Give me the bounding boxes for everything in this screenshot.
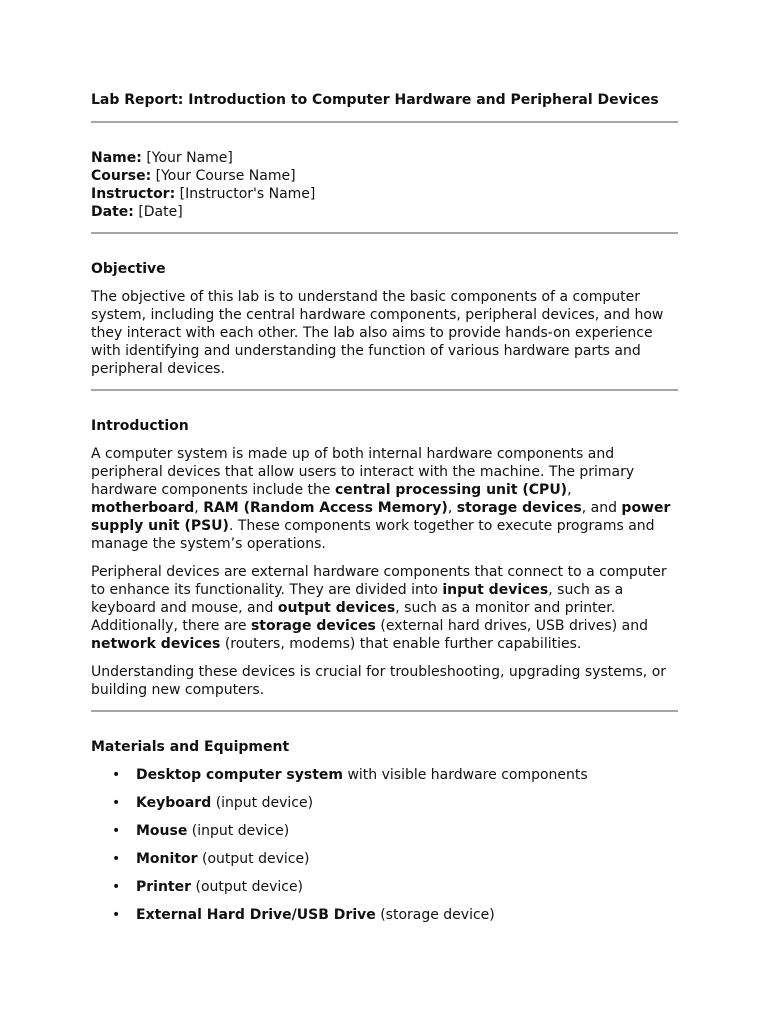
bullet-icon: • xyxy=(112,879,121,895)
item-detail: (input device) xyxy=(211,795,314,811)
item-name: Mouse xyxy=(136,823,188,839)
list-item xyxy=(91,906,678,924)
text-run: Peripheral devices are external hardware components that connect to a computer to enhance its functionality. They are divided into xyxy=(91,564,667,598)
text-run: , such as a keyboard and mouse, and xyxy=(91,582,624,616)
list-item xyxy=(91,850,678,868)
bold-term: power supply unit (PSU) xyxy=(91,500,671,534)
item-name: Keyboard xyxy=(136,795,212,811)
item-detail: (storage device) xyxy=(375,907,495,923)
introduction-paragraph-3: Understanding these devices is crucial for troubleshooting, upgrading systems, or building new computers. xyxy=(91,664,667,698)
list-item xyxy=(91,822,678,840)
divider xyxy=(91,389,678,391)
divider xyxy=(91,232,678,234)
item-detail: with visible hardware components xyxy=(343,767,588,783)
bullet-icon: • xyxy=(112,767,121,783)
introduction-paragraph-1 xyxy=(91,445,678,553)
item-name: Desktop computer system xyxy=(136,767,343,783)
meta-label: Instructor: xyxy=(91,186,176,202)
meta-value: [Your Course Name] xyxy=(155,168,296,184)
objective-heading: Objective xyxy=(91,261,166,277)
text-run: , such as a monitor and printer. Additionally, there are xyxy=(91,600,616,634)
introduction-heading: Introduction xyxy=(91,418,189,434)
bold-term: storage devices xyxy=(456,500,582,516)
bullet-icon: • xyxy=(112,823,121,839)
bullet-icon: • xyxy=(112,795,121,811)
report-meta xyxy=(91,149,678,221)
bold-term: RAM (Random Access Memory) xyxy=(203,500,448,516)
item-name: External Hard Drive/USB Drive xyxy=(136,907,376,923)
bold-term: storage devices xyxy=(250,618,376,634)
text-run: , xyxy=(194,500,204,516)
item-name: Printer xyxy=(136,879,192,895)
bold-term: input devices xyxy=(442,582,549,598)
meta-course xyxy=(91,167,678,185)
bullet-icon: • xyxy=(112,851,121,867)
divider xyxy=(91,121,678,123)
divider xyxy=(91,710,678,712)
document-title: Lab Report: Introduction to Computer Hardware and Peripheral Devices xyxy=(91,92,659,108)
introduction-paragraph-2 xyxy=(91,563,678,653)
text-run: , xyxy=(567,482,572,498)
text-run: (routers, modems) that enable further capabilities. xyxy=(220,636,582,652)
text-run: , xyxy=(447,500,457,516)
meta-value: [Date] xyxy=(138,204,183,220)
meta-label: Course: xyxy=(91,168,152,184)
list-item xyxy=(91,794,678,812)
bullet-icon: • xyxy=(112,907,121,923)
text-run: (external hard drives, USB drives) and xyxy=(375,618,648,634)
document-content xyxy=(91,91,678,934)
meta-name xyxy=(91,149,678,167)
list-item xyxy=(91,878,678,896)
bold-term: output devices xyxy=(277,600,396,616)
item-detail: (input device) xyxy=(187,823,290,839)
text-run: A computer system is made up of both internal hardware components and peripheral devices that allow users to interact with the machine. The primary hardware components include the xyxy=(91,446,635,498)
item-name: Monitor xyxy=(136,851,198,867)
meta-date xyxy=(91,203,678,221)
meta-instructor xyxy=(91,185,678,203)
item-detail: (output device) xyxy=(197,851,310,867)
materials-list xyxy=(91,766,678,924)
bold-term: network devices xyxy=(91,636,221,652)
bold-term: central processing unit (CPU) xyxy=(334,482,568,498)
item-detail: (output device) xyxy=(191,879,304,895)
meta-label: Date: xyxy=(91,204,134,220)
meta-value: [Your Name] xyxy=(146,150,233,166)
bold-term: motherboard xyxy=(91,500,195,516)
text-run: . These components work together to execute programs and manage the system’s operations. xyxy=(91,518,655,552)
text-run: , and xyxy=(581,500,622,516)
objective-text: The objective of this lab is to understand the basic components of a computer system, including the central hardware components, peripheral devices, and how they interact with each other. The lab also aims to provide hands-on experience with identifying and understanding the function of various hardware parts and peripheral devices. xyxy=(91,289,664,377)
meta-value: [Instructor's Name] xyxy=(179,186,316,202)
materials-heading: Materials and Equipment xyxy=(91,739,290,755)
list-item xyxy=(91,766,678,784)
meta-label: Name: xyxy=(91,150,142,166)
